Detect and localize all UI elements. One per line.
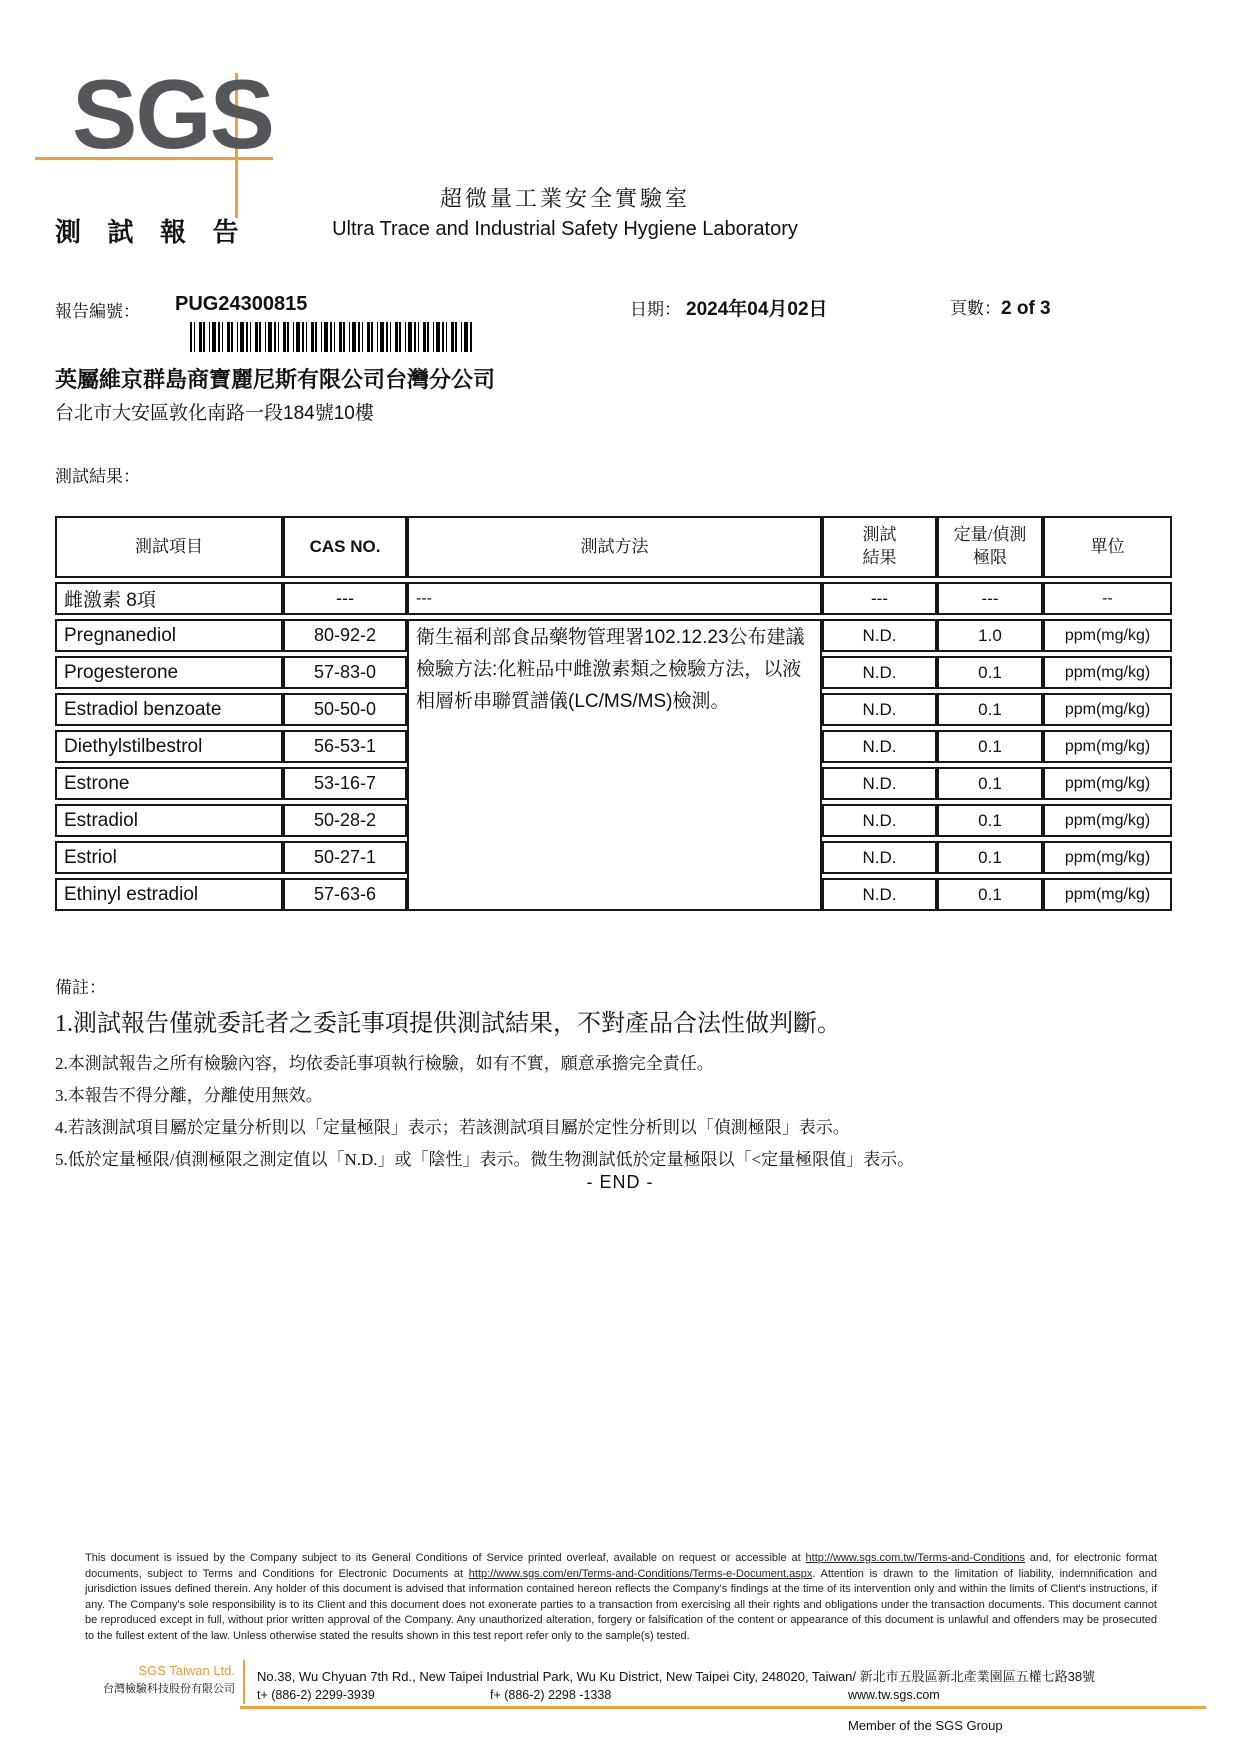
table-row: Progesterone <box>55 656 283 689</box>
table-row-group-method: --- <box>407 582 822 615</box>
date-value: 2024年04月02日 <box>686 299 828 320</box>
table-row: Diethylstilbestrol <box>55 730 283 763</box>
table-cell-limit: 0.1 <box>937 656 1043 689</box>
legal-text-3: . Attention is drawn to the limitation of liability, indemnification and jurisdiction issues defined therein. Any holder of this document is advised that information contained hereon reflects the Company's findings at the time of its intervention only and within the limits of Client's instructions, if any. The Company's sole responsibility is to its Client and this document does not exonerate parties to a transaction from exercising all their rights and obligations under the transaction documents. This document cannot be reproduced except in full, without prior written approval of the Company. Any unauthorized alteration, forgery or falsification of the content or appearance of this document is unlawful and offenders may be prosecuted to the fullest extent of the law. Unless otherwise stated the results shown in this test report refer only to the sample(s) tested. <box>85 1567 1157 1642</box>
note-4: 4.若該測試項目屬於定量分析則以「定量極限」表示；若該測試項目屬於定性分析則以「偵測極限」表示。 <box>55 1118 850 1137</box>
legal-text-2: and, for electronic format documents, subject to Terms and Conditions for Electronic Documents at <box>85 1552 1157 1580</box>
col-header-unit: 單位 <box>1043 516 1172 578</box>
page-value: 2 of 3 <box>1001 298 1051 319</box>
report-title: 測 試 報 告 <box>55 218 249 247</box>
table-cell-cas: 50-28-2 <box>283 804 407 837</box>
table-row-group-unit: -- <box>1043 582 1172 615</box>
table-cell-unit: ppm(mg/kg) <box>1043 767 1172 800</box>
table-row: Estradiol <box>55 804 283 837</box>
lab-title-zh: 超微量工業安全實驗室 <box>439 186 690 211</box>
table-cell-limit: 0.1 <box>937 730 1043 763</box>
note-3: 3.本報告不得分離，分離使用無效。 <box>55 1086 323 1105</box>
footer-company-en: SGS Taiwan Ltd. <box>138 1663 235 1678</box>
table-cell-unit: ppm(mg/kg) <box>1043 619 1172 652</box>
footer-brand <box>95 1663 235 1696</box>
table-cell-unit: ppm(mg/kg) <box>1043 730 1172 763</box>
footer-orange-hline <box>240 1706 1206 1709</box>
method-cell: 衛生福利部食品藥物管理署102.12.23公布建議檢驗方法:化粧品中雌激素類之檢驗方法，以液相層析串聯質譜儀(LC/MS/MS)檢測。 <box>407 619 822 911</box>
footer-address: No.38, Wu Chyuan 7th Rd., New Taipei Industrial Park, Wu Ku District, New Taipei City, 248020, Taiwan/ 新北市五股區新北產業園區五權七路38號 <box>257 1669 1096 1684</box>
table-cell-unit: ppm(mg/kg) <box>1043 878 1172 911</box>
footer-company-zh: 台灣檢驗科技股份有限公司 <box>103 1683 235 1695</box>
page-label: 頁數： <box>950 299 1001 318</box>
legal-text-1: This document is issued by the Company subject to its General Conditions of Service printed overleaf, available on request or accessible at <box>85 1552 806 1564</box>
col-header-method: 測試方法 <box>407 516 822 578</box>
table-cell-result: N.D. <box>822 878 937 911</box>
col-header-limit: 定量/偵測 極限 <box>937 516 1043 578</box>
table-cell-result: N.D. <box>822 656 937 689</box>
footer-tel: t+ (886-2) 2299-3939 <box>257 1688 375 1702</box>
col-header-cas: CAS NO. <box>283 516 407 578</box>
page-count <box>950 294 1051 320</box>
table-cell-result: N.D. <box>822 619 937 652</box>
notes-list <box>55 1048 1185 1176</box>
note-2: 2.本測試報告之所有檢驗內容，均依委託事項執行檢驗，如有不實，願意承擔完全責任。 <box>55 1054 714 1073</box>
table-row: Estrone <box>55 767 283 800</box>
table-cell-cas: 56-53-1 <box>283 730 407 763</box>
results-section-label: 測試結果： <box>55 467 140 486</box>
table-cell-result: N.D. <box>822 804 937 837</box>
client-address: 台北市大安區敦化南路一段184號10樓 <box>55 403 374 424</box>
date-label: 日期： <box>630 300 681 319</box>
legal-disclaimer <box>85 1551 1157 1645</box>
report-no-label: 報告編號： <box>55 302 140 321</box>
table-cell-limit: 0.1 <box>937 841 1043 874</box>
table-cell-result: N.D. <box>822 767 937 800</box>
table-cell-unit: ppm(mg/kg) <box>1043 841 1172 874</box>
table-row-group-result: --- <box>822 582 937 615</box>
table-cell-unit: ppm(mg/kg) <box>1043 656 1172 689</box>
laboratory-title-block <box>255 182 875 241</box>
note-1: 1.測試報告僅就委託者之委託事項提供測試結果，不對產品合法性做判斷。 <box>55 1011 841 1037</box>
table-row-group-cas: --- <box>283 582 407 615</box>
col-header-item: 測試項目 <box>55 516 283 578</box>
notes-label: 備註： <box>55 978 106 997</box>
table-cell-cas: 57-63-6 <box>283 878 407 911</box>
e-document-terms-link[interactable]: http://www.sgs.com/en/Terms-and-Conditions/Terms-e-Document.aspx <box>468 1567 813 1580</box>
table-cell-cas: 53-16-7 <box>283 767 407 800</box>
table-cell-limit: 0.1 <box>937 693 1043 726</box>
table-cell-cas: 80-92-2 <box>283 619 407 652</box>
end-marker: - END - <box>586 1172 654 1192</box>
terms-link[interactable]: http://www.sgs.com.tw/Terms-and-Conditions <box>805 1552 1025 1564</box>
table-cell-cas: 50-27-1 <box>283 841 407 874</box>
table-row: Estradiol benzoate <box>55 693 283 726</box>
table-row: Estriol <box>55 841 283 874</box>
results-table <box>55 516 1172 911</box>
note-5: 5.低於定量極限/偵測極限之測定值以「N.D.」或「陰性」表示。微生物測試低於定量極限以「<定量極限值」表示。 <box>55 1150 915 1169</box>
client-name: 英屬維京群島商寶麗尼斯有限公司台灣分公司 <box>55 367 496 392</box>
lab-title-en: Ultra Trace and Industrial Safety Hygiene Laboratory <box>332 218 798 240</box>
table-cell-result: N.D. <box>822 730 937 763</box>
table-cell-result: N.D. <box>822 841 937 874</box>
report-info-row <box>0 293 1241 321</box>
table-cell-unit: ppm(mg/kg) <box>1043 693 1172 726</box>
table-row: Pregnanediol <box>55 619 283 652</box>
table-row-group-limit: --- <box>937 582 1043 615</box>
footer-member-text: Member of the SGS Group <box>848 1718 1003 1733</box>
table-cell-limit: 0.1 <box>937 804 1043 837</box>
barcode-icon <box>190 322 474 352</box>
table-cell-limit: 0.1 <box>937 878 1043 911</box>
report-date <box>630 294 828 321</box>
table-cell-unit: ppm(mg/kg) <box>1043 804 1172 837</box>
table-cell-cas: 57-83-0 <box>283 656 407 689</box>
col-header-result: 測試 結果 <box>822 516 937 578</box>
table-cell-limit: 0.1 <box>937 767 1043 800</box>
table-cell-result: N.D. <box>822 693 937 726</box>
report-no-value: PUG24300815 <box>175 293 308 315</box>
footer-website: www.tw.sgs.com <box>848 1688 940 1702</box>
table-row-group-item: 雌激素 8項 <box>55 582 283 615</box>
sgs-logo-text: SGS <box>72 59 273 169</box>
table-row: Ethinyl estradiol <box>55 878 283 911</box>
footer-orange-vline <box>243 1660 245 1704</box>
table-cell-cas: 50-50-0 <box>283 693 407 726</box>
footer-fax: f+ (886-2) 2298 -1338 <box>490 1688 612 1702</box>
table-cell-limit: 1.0 <box>937 619 1043 652</box>
